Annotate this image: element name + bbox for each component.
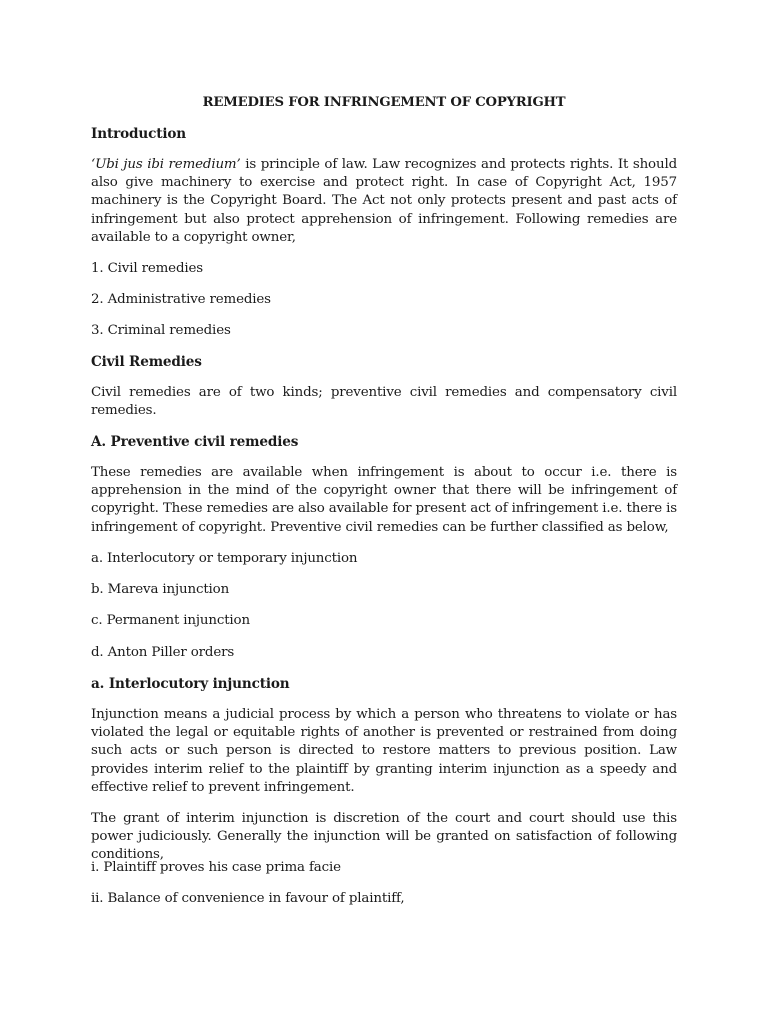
- remedy-type-administrative: 2. Administrative remedies: [91, 292, 271, 307]
- introduction-text: is principle of law. Law recognizes and protects rights. It should also give machinery to exercise and protect right. In case of Copyright Act, 1957 machinery is the Copyright Board. The Act not only protects present and past acts of infringement but also protect apprehension of infringement. Following remedies are available to a copyright owner,: [91, 157, 677, 245]
- preventive-item-permanent: c. Permanent injunction: [91, 613, 250, 628]
- preventive-remedies-paragraph: These remedies are available when infringement is about to occur i.e. there is apprehension in the mind of the copyright owner that there will be infringement of copyright. These remedies are also available for present act of infringement i.e. there is infringement of copyright. Preventive civil remedies can be further classified as below,: [91, 465, 677, 535]
- latin-maxim: ‘Ubi jus ibi remedium’: [91, 157, 241, 172]
- preventive-item-interlocutory: a. Interlocutory or temporary injunction: [91, 551, 358, 566]
- preventive-item-mareva: b. Mareva injunction: [91, 582, 230, 597]
- interlocutory-injunction-heading: a. Interlocutory injunction: [91, 676, 290, 692]
- civil-remedies-heading: Civil Remedies: [91, 354, 202, 370]
- introduction-heading: Introduction: [91, 126, 187, 142]
- interlocutory-paragraph-2: The grant of interim injunction is discretion of the court and court should use this power judiciously. Generally the injunction will be granted on satisfaction of following conditions,: [91, 811, 677, 863]
- condition-prima-facie: i. Plaintiff proves his case prima facie: [91, 860, 341, 875]
- remedy-type-criminal: 3. Criminal remedies: [91, 323, 231, 338]
- condition-balance-of-convenience: ii. Balance of convenience in favour of plaintiff,: [91, 891, 405, 906]
- document-title: REMEDIES FOR INFRINGEMENT OF COPYRIGHT: [202, 95, 566, 110]
- civil-remedies-paragraph: Civil remedies are of two kinds; preventive civil remedies and compensatory civil remedies.: [91, 385, 677, 419]
- preventive-item-anton-piller: d. Anton Piller orders: [91, 645, 235, 660]
- document-page: [91, 0, 677, 1024]
- introduction-paragraph: [91, 156, 677, 247]
- preventive-remedies-heading: A. Preventive civil remedies: [91, 434, 299, 450]
- interlocutory-paragraph-1: Injunction means a judicial process by which a person who threatens to violate or has violated the legal or equitable rights of another is prevented or restrained from doing such acts or such person is directed to restore matters to previous position. Law provides interim relief to the plaintiff by granting interim injunction as a speedy and effective relief to prevent infringement.: [91, 707, 677, 795]
- remedy-type-civil: 1. Civil remedies: [91, 261, 203, 276]
